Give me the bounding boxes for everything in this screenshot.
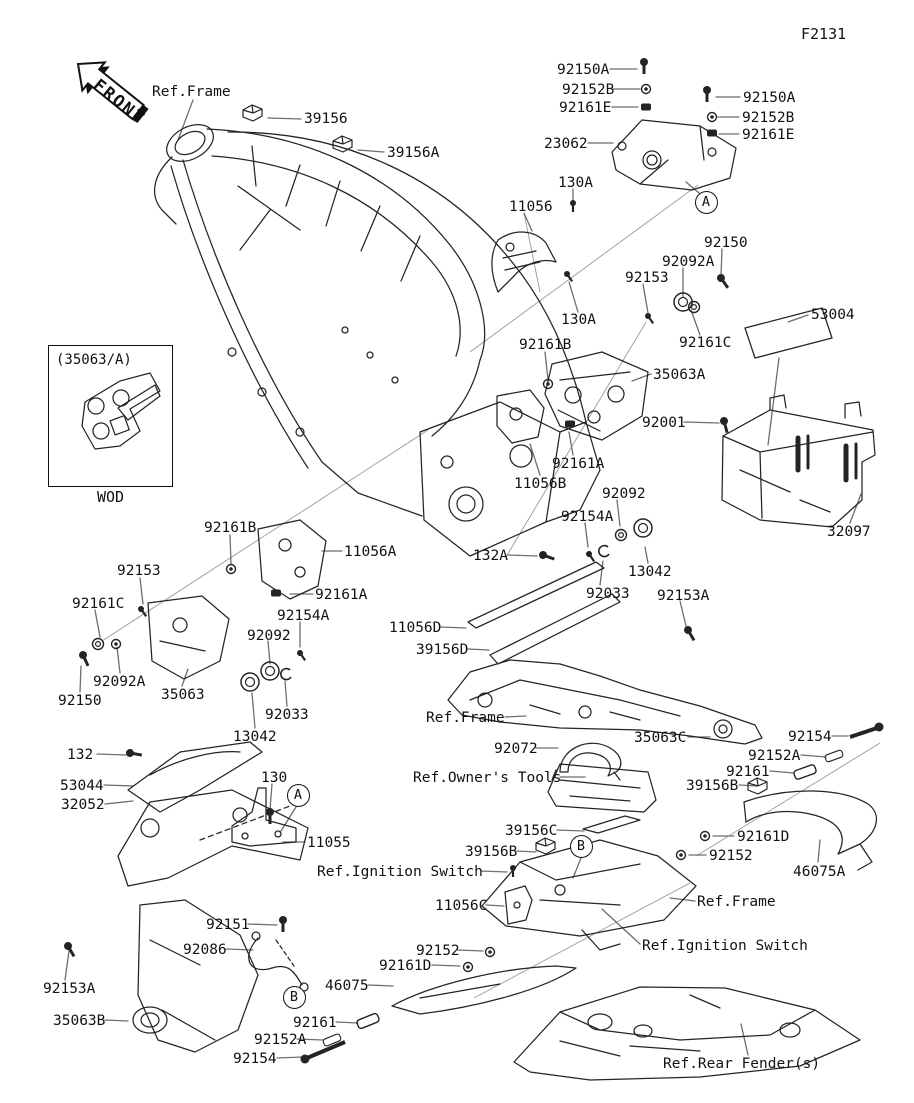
part-label-92152-68: 92152 [416, 943, 460, 959]
part-label-46075-70: 46075 [325, 978, 369, 994]
part-label-11056a-31: 11056A [344, 544, 397, 560]
part-label-39156c-58: 39156C [505, 823, 558, 839]
part-label-92001-20: 92001 [642, 415, 686, 431]
part-label-53044-53: 53044 [60, 778, 104, 794]
part-label-92161b-18: 92161B [519, 337, 572, 353]
bracket-11056-art [492, 232, 556, 292]
part-label-39156d-43: 39156D [416, 642, 469, 658]
part-label-92154a-35: 92154A [277, 608, 330, 624]
part-label-92092-36: 92092 [247, 628, 291, 644]
part-label-92153a-29: 92153A [657, 588, 710, 604]
part-label-130a-10: 130A [558, 175, 593, 191]
part-label-39156a-2: 39156A [387, 145, 440, 161]
part-label-92152-61: 92152 [709, 848, 753, 864]
part-label-92161-50: 92161 [726, 764, 770, 780]
part-label-92150-39: 92150 [58, 693, 102, 709]
part-label-92161-73: 92161 [293, 1015, 337, 1031]
part-label-92161c-34: 92161C [72, 596, 125, 612]
part-label-92092a-37: 92092A [93, 674, 146, 690]
assembly-axis-lines [102, 185, 880, 998]
shim-bars-art [468, 562, 620, 664]
part-label-92161d-60: 92161D [737, 829, 790, 845]
part-label-refrearfenders-76: Ref.Rear Fender(s) [663, 1056, 821, 1072]
part-label-refownerstools-46: Ref.Owner's Tools [413, 770, 562, 786]
part-label-92150a-3: 92150A [557, 62, 610, 78]
part-label-refframe-44: Ref.Frame [426, 710, 505, 726]
bracket-23062-art [612, 120, 736, 190]
part-label-92152b-8: 92152B [742, 110, 795, 126]
part-label-92150-12: 92150 [704, 235, 748, 251]
part-label-92161a-21: 92161A [552, 456, 605, 472]
part-label-92153a-71: 92153A [43, 981, 96, 997]
part-label-11056c-64: 11056C [435, 898, 488, 914]
part-label-46075a-62: 46075A [793, 864, 846, 880]
balloon-marker-b-2: B [570, 835, 593, 858]
part-label-92154-75: 92154 [233, 1051, 277, 1067]
part-label-92151-66: 92151 [206, 917, 250, 933]
part-label-refignitionswitch-65: Ref.Ignition Switch [642, 938, 808, 954]
part-label-23062-6: 23062 [544, 136, 588, 152]
part-label-11056b-22: 11056B [514, 476, 567, 492]
part-label-92161c-16: 92161C [679, 335, 732, 351]
part-label-92154-48: 92154 [788, 729, 832, 745]
part-label-11055-56: 11055 [307, 835, 351, 851]
part-label-39156b-59: 39156B [465, 844, 518, 860]
part-label-13042-27: 13042 [628, 564, 672, 580]
balloon-marker-a-1: A [287, 784, 310, 807]
part-label-92153-32: 92153 [117, 563, 161, 579]
inset-footer-wod: WOD [96, 488, 125, 506]
part-label-92161e-5: 92161E [559, 100, 612, 116]
cable-92086-art [249, 932, 308, 991]
front-arrow [78, 62, 149, 129]
part-label-92161e-9: 92161E [742, 127, 795, 143]
front-arrow-text: FRONT [88, 75, 149, 130]
part-label-92161d-69: 92161D [379, 958, 432, 974]
part-label-39156-1: 39156 [304, 111, 348, 127]
part-label-11056-11: 11056 [509, 199, 553, 215]
part-label-92153-14: 92153 [625, 270, 669, 286]
part-label-refframe-63: Ref.Frame [697, 894, 776, 910]
part-label-92152b-4: 92152B [562, 82, 615, 98]
footrest-upper-art [118, 790, 308, 886]
part-label-32052-54: 32052 [61, 797, 105, 813]
battery-case-32097-art [722, 395, 875, 527]
part-label-92161a-33: 92161A [315, 587, 368, 603]
part-label-32097-25: 32097 [827, 524, 871, 540]
subframe-casting-art [448, 660, 762, 744]
part-label-92154a-24: 92154A [561, 509, 614, 525]
part-label-92152a-74: 92152A [254, 1032, 307, 1048]
part-label-35063b-72: 35063B [53, 1013, 106, 1029]
part-label-92152a-49: 92152A [748, 748, 801, 764]
part-label-92072-45: 92072 [494, 741, 538, 757]
balloon-marker-b-3: B [283, 986, 306, 1009]
inset-caption: (35063/A) [56, 352, 132, 368]
part-label-92150a-7: 92150A [743, 90, 796, 106]
balloon-marker-a-0: A [695, 191, 718, 214]
part-label-92033-28: 92033 [586, 586, 630, 602]
part-label-92092-23: 92092 [602, 486, 646, 502]
part-label-39156b-51: 39156B [686, 778, 739, 794]
part-label-35063a-19: 35063A [653, 367, 706, 383]
bracket-35063A-art [497, 352, 648, 443]
part-label-13042-41: 13042 [233, 729, 277, 745]
part-label-92161b-30: 92161B [204, 520, 257, 536]
part-label-132-52: 132 [67, 747, 94, 763]
part-label-130a-15: 130A [561, 312, 596, 328]
part-label-92033-40: 92033 [265, 707, 309, 723]
hook-92072-art [552, 743, 621, 780]
bracket-35063-art [148, 596, 229, 679]
part-label-11056d-42: 11056D [389, 620, 442, 636]
part-label-refframe-0: Ref.Frame [152, 84, 231, 100]
part-label-35063c-47: 35063C [634, 730, 687, 746]
part-label-92086-67: 92086 [183, 942, 227, 958]
part-label-132a-26: 132A [473, 548, 508, 564]
part-label-refignitionswitch-57: Ref.Ignition Switch [317, 864, 483, 880]
owners-tools-art [548, 764, 656, 812]
part-label-53004-17: 53004 [811, 307, 855, 323]
part-label-35063-38: 35063 [161, 687, 205, 703]
fiche-code: F2131 [801, 25, 847, 43]
part-label-92092a-13: 92092A [662, 254, 715, 270]
part-label-130-55: 130 [261, 770, 288, 786]
